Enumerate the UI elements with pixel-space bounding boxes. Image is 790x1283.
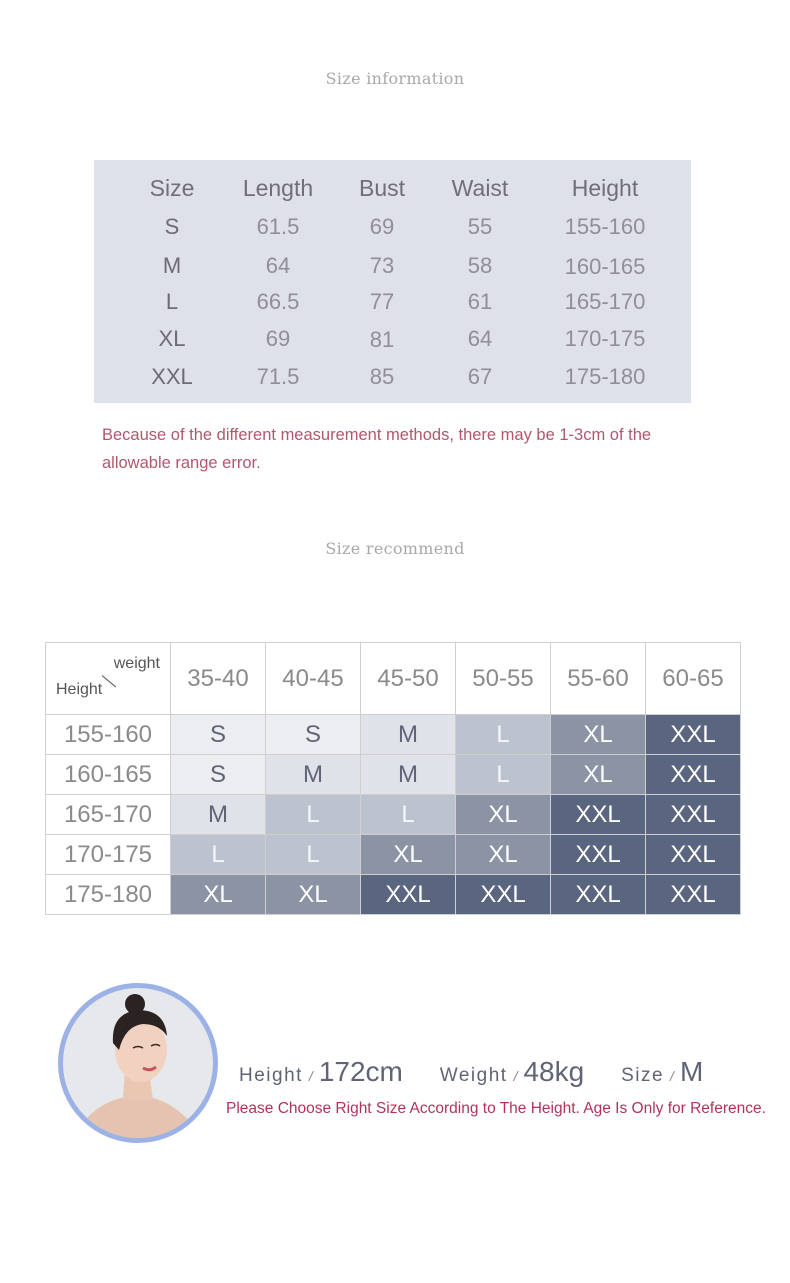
info-cell: 67	[467, 364, 493, 389]
size-cell: XXL	[551, 835, 646, 875]
info-cell: 55	[467, 214, 493, 239]
table-row	[46, 715, 741, 755]
info-header-length: Length	[242, 175, 314, 201]
model-portrait-image	[63, 988, 213, 1138]
size-cell: XL	[456, 835, 551, 875]
info-cell: S	[164, 214, 180, 239]
corner-cell	[46, 643, 171, 715]
size-recommend-title: Size recommend	[325, 539, 465, 558]
info-header-size: Size	[149, 175, 195, 201]
info-cell: 66.5	[256, 289, 300, 314]
model-height-label: Height	[239, 1065, 303, 1086]
info-cell: 155-160	[564, 214, 646, 239]
size-cell: S	[266, 715, 361, 755]
size-cell: XXL	[646, 755, 741, 795]
info-cell: XL	[158, 326, 186, 351]
info-cell: 58	[467, 253, 493, 278]
size-cell: L	[456, 715, 551, 755]
size-cell: S	[171, 755, 266, 795]
model-weight-label: Weight	[439, 1065, 508, 1086]
size-cell: XL	[266, 875, 361, 915]
size-cell: XL	[361, 835, 456, 875]
info-cell: 160-165	[564, 254, 646, 279]
height-header: 165-170	[46, 795, 171, 835]
size-cell: XXL	[646, 875, 741, 915]
table-row	[46, 875, 741, 915]
info-cell: XXL	[151, 364, 193, 389]
size-cell: S	[171, 715, 266, 755]
height-axis-label: Height	[56, 681, 103, 698]
diagonal-divider	[102, 675, 116, 687]
height-header: 160-165	[46, 755, 171, 795]
size-cell: XXL	[456, 875, 551, 915]
height-header: 155-160	[46, 715, 171, 755]
info-cell: 61.5	[256, 214, 300, 239]
info-header-height: Height	[571, 175, 639, 201]
model-height-value: 172cm	[318, 1056, 403, 1087]
info-cell: L	[165, 289, 179, 314]
size-cell: XXL	[551, 875, 646, 915]
size-cell: XL	[551, 715, 646, 755]
size-cell: XL	[456, 795, 551, 835]
info-cell: 64	[467, 326, 493, 351]
size-cell: L	[456, 755, 551, 795]
size-advice-text: Please Choose Right Size According to The Height. Age Is Only for Reference.	[226, 1100, 766, 1117]
info-cell: 64	[265, 253, 291, 278]
info-cell: 85	[369, 364, 395, 389]
model-measurements	[239, 1056, 759, 1096]
info-cell: 81	[369, 327, 395, 352]
separator: /	[670, 1068, 674, 1084]
weight-axis-label: weight	[113, 655, 160, 672]
model-size-label: Size	[621, 1065, 665, 1086]
weight-header: 35-40	[171, 643, 266, 715]
size-cell: XXL	[646, 715, 741, 755]
weight-header: 50-55	[456, 643, 551, 715]
height-header: 170-175	[46, 835, 171, 875]
info-cell: 69	[369, 214, 395, 239]
info-cell: 175-180	[564, 364, 646, 389]
size-cell: XXL	[646, 835, 741, 875]
size-cell: XXL	[551, 795, 646, 835]
size-cell: L	[171, 835, 266, 875]
info-cell: 165-170	[564, 289, 646, 314]
model-avatar	[58, 983, 218, 1143]
info-cell: M	[162, 253, 182, 278]
table-row	[46, 755, 741, 795]
info-cell: 61	[467, 289, 493, 314]
weight-header: 45-50	[361, 643, 456, 715]
info-cell: 69	[265, 326, 291, 351]
size-cell: M	[171, 795, 266, 835]
table-row	[46, 643, 741, 715]
measurement-note: Because of the different measurement methods, there may be 1-3cm of the allowable range error.	[102, 426, 652, 472]
model-size-value: M	[679, 1056, 704, 1087]
size-information-title: Size information	[325, 69, 465, 88]
model-weight-value: 48kg	[523, 1056, 585, 1087]
size-cell: L	[266, 795, 361, 835]
height-header: 175-180	[46, 875, 171, 915]
weight-header: 55-60	[551, 643, 646, 715]
size-cell: XXL	[646, 795, 741, 835]
size-cell: XL	[551, 755, 646, 795]
size-cell: XXL	[361, 875, 456, 915]
size-cell: M	[361, 715, 456, 755]
info-cell: 77	[369, 289, 395, 314]
info-cell: 170-175	[564, 326, 646, 351]
size-information-table	[94, 160, 691, 403]
weight-header: 60-65	[646, 643, 741, 715]
size-cell: L	[361, 795, 456, 835]
info-header-bust: Bust	[358, 175, 406, 201]
size-cell: M	[266, 755, 361, 795]
size-cell: M	[361, 755, 456, 795]
info-cell: 73	[369, 253, 395, 278]
table-row	[46, 795, 741, 835]
table-row	[46, 835, 741, 875]
info-header-waist: Waist	[451, 175, 509, 201]
info-cell: 71.5	[256, 364, 300, 389]
size-cell: XL	[171, 875, 266, 915]
weight-header: 40-45	[266, 643, 361, 715]
separator: /	[513, 1068, 518, 1084]
size-cell: L	[266, 835, 361, 875]
size-recommend-table	[45, 642, 741, 915]
separator: /	[308, 1068, 313, 1084]
